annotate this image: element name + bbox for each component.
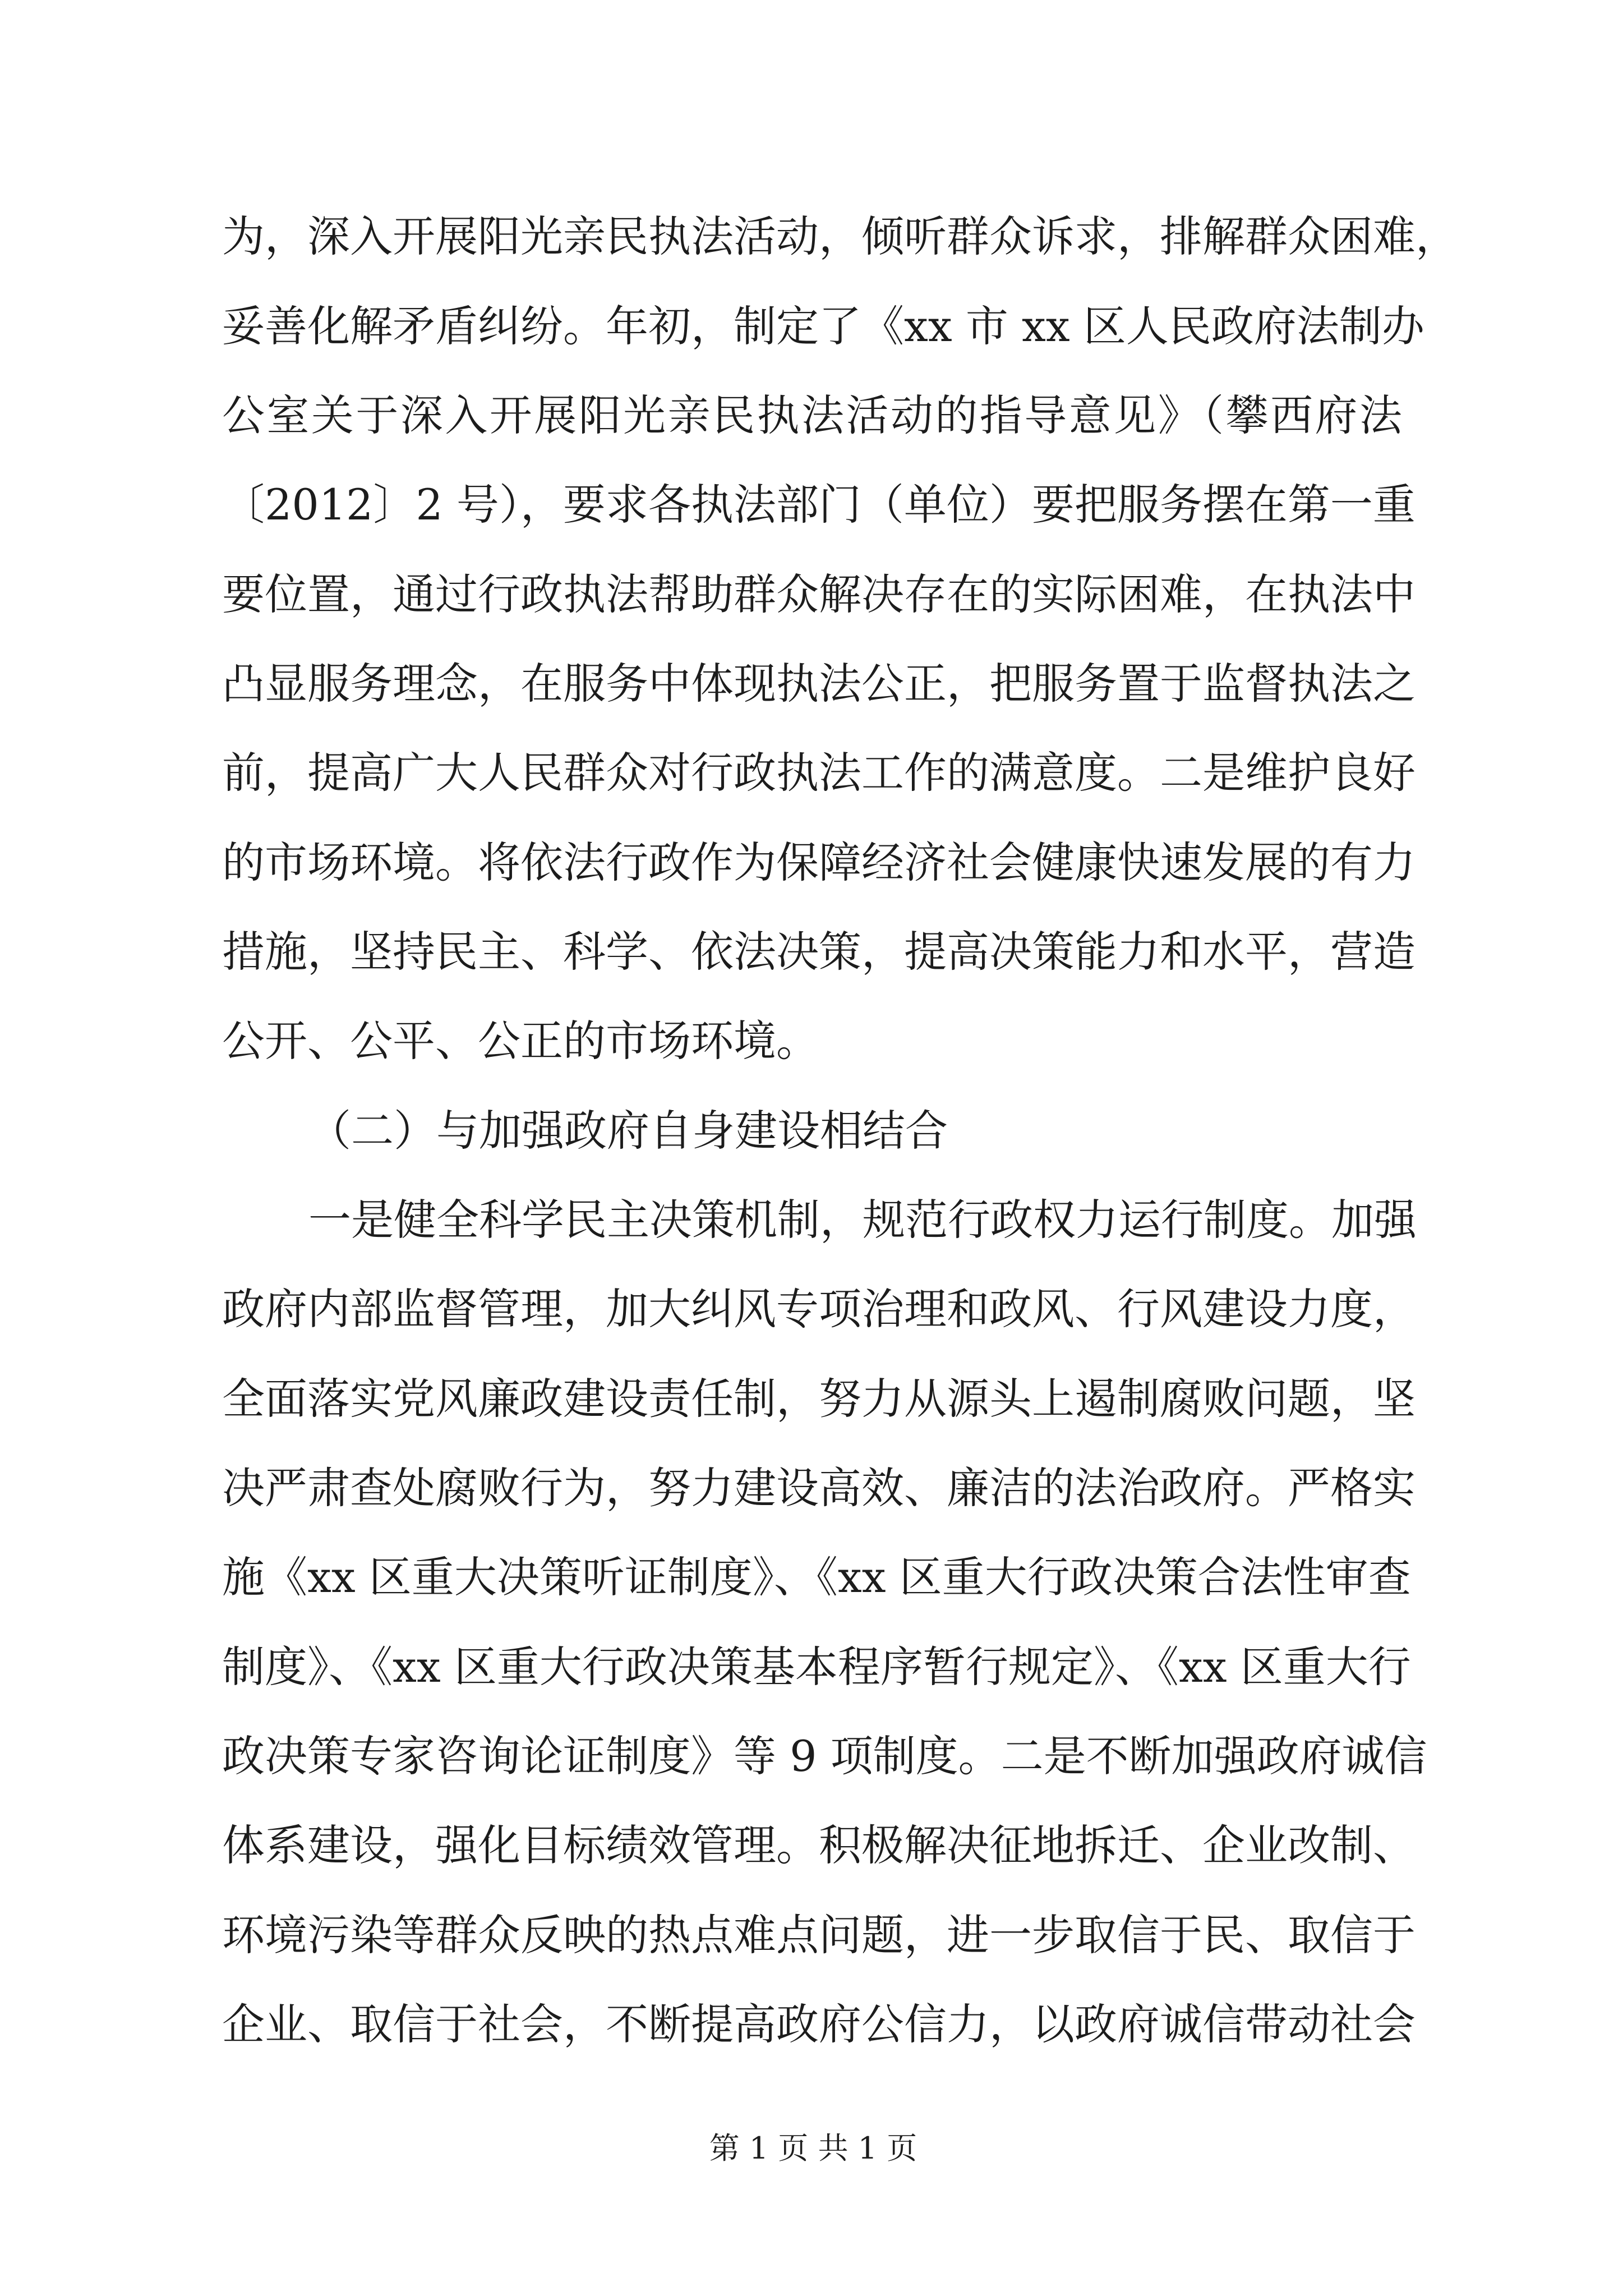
body-line-21: 企业、取信于社会，不断提高政府公信力，以政府诚信带动社会	[222, 1999, 1415, 2049]
body-line-7: 前，提高广大人民群众对行政执法工作的满意度。二是维护良好	[222, 748, 1415, 798]
body-line-9: 措施，坚持民主、科学、依法决策，提高决策能力和水平，营造	[222, 927, 1415, 977]
body-line-5: 要位置，通过行政执法帮助群众解决存在的实际困难，在执法中	[222, 569, 1415, 619]
body-line-16: 施《xx 区重大决策听证制度》、《xx 区重大行政决策合法性审查	[222, 1552, 1411, 1602]
body-line-14: 全面落实党风廉政建设责任制，努力从源头上遏制腐败问题，坚	[222, 1374, 1415, 1424]
body-line-19: 体系建设，强化目标绩效管理。积极解决征地拆迁、企业改制、	[222, 1820, 1415, 1870]
body-line-1: 为，深入开展阳光亲民执法活动，倾听群众诉求，排解群众困难，	[222, 211, 1458, 261]
body-line-8: 的市场环境。将依法行政作为保障经济社会健康快速发展的有力	[222, 838, 1415, 887]
body-line-18: 政决策专家咨询论证制度》等 9 项制度。二是不断加强政府诚信	[222, 1731, 1427, 1781]
body-line-13: 政府内部监督管理，加大纠风专项治理和政风、行风建设力度，	[222, 1284, 1415, 1334]
page-footer: 第 1 页 共 1 页	[709, 2131, 917, 2166]
body-line-10: 公开、公平、公正的市场环境。	[222, 1016, 819, 1066]
section-heading: （二）与加强政府自身建设相结合	[308, 1106, 948, 1156]
body-line-12: 一是健全科学民主决策机制，规范行政权力运行制度。加强	[308, 1195, 1417, 1245]
body-line-17: 制度》、《xx 区重大行政决策基本程序暂行规定》、《xx 区重大行	[222, 1642, 1411, 1692]
body-line-15: 决严肃查处腐败行为，努力建设高效、廉洁的法治政府。严格实	[222, 1463, 1415, 1513]
body-line-3: 公室关于深入开展阳光亲民执法活动的指导意见》（攀西府法	[222, 390, 1402, 440]
body-line-20: 环境污染等群众反映的热点难点问题，进一步取信于民、取信于	[222, 1910, 1415, 1960]
body-line-6: 凸显服务理念，在服务中体现执法公正，把服务置于监督执法之	[222, 659, 1415, 708]
body-line-4: 〔2012〕2 号），要求各执法部门（单位）要把服务摆在第一重	[222, 480, 1415, 530]
body-line-2: 妥善化解矛盾纠纷。年初，制定了《xx 市 xx 区人民政府法制办	[222, 301, 1424, 351]
